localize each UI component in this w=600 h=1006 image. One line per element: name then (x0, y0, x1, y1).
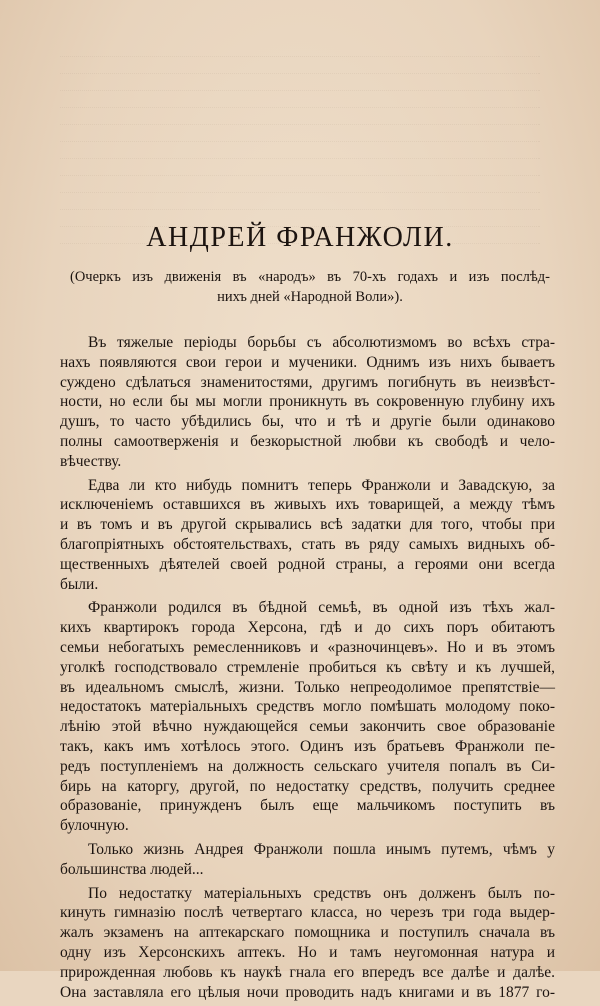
text-line: суждено сдѣлаться знаменитостями, другимъ погибнуть въ неизвѣст- (60, 373, 555, 391)
paragraph-1 (60, 333, 555, 472)
article-title: АНДРЕЙ ФРАНЖОЛИ. (146, 222, 454, 253)
text-line: душъ, то часто убѣдились бы, что и тѣ и другіе были одинаково (60, 413, 555, 431)
text-line: Она заставляла его цѣлыя ночи проводить надъ книгами и въ 1877 го- (60, 983, 555, 1001)
text-line: кинуть гимназію послѣ четвертаго класса, но черезъ три года выдер- (60, 904, 555, 922)
text-line: благопріятныхъ обстоятельствахъ, стать въ ряду самыхъ видныхъ об- (60, 535, 555, 553)
text-line: Въ тяжелые періоды борьбы съ абсолютизмомъ во всѣхъ стра- (88, 334, 555, 351)
article-body (60, 333, 555, 1006)
text-line: По недостатку матеріальныхъ средствъ онъ долженъ былъ по- (88, 884, 555, 902)
text-line: вѣчеству. (60, 452, 122, 470)
text-line: лѣнію этой вѣчно нуждающейся семьи закончить свое образованіе (60, 718, 555, 736)
text-line: нахъ появляются свои герои и мученики. Однимъ изъ нихъ бываетъ (60, 353, 555, 371)
text-line: образованіе, принужденъ былъ еще мальчикомъ поступить въ (60, 797, 555, 815)
paragraph-4 (60, 840, 555, 880)
text-line: редъ поступленіемъ на должность сельскаго учителя попалъ въ Си- (60, 757, 555, 775)
text-line: прирожденная любовь къ наукѣ гнала его впередъ все далѣе и далѣе. (60, 963, 555, 981)
paragraph-5 (60, 884, 555, 1003)
text-line: семьи небогатыхъ ремесленниковъ и «разночинцевъ». Но и въ этомъ (60, 638, 555, 656)
paragraph-3 (60, 598, 555, 836)
text-line: кихъ квартирокъ города Херсона, гдѣ и до сихъ поръ обитаютъ (60, 619, 555, 637)
text-line: Франжоли родился въ бѣдной семьѣ, въ одной изъ тѣхъ жал- (88, 599, 555, 617)
text-line: въ идеальномъ смыслѣ, жизни. Только непреодолимое препятствіе— (60, 678, 555, 696)
text-line: одну изъ Херсонскихъ аптекъ. Но и тамъ неугомонная натура и (60, 943, 555, 961)
text-line: были. (60, 575, 99, 593)
text-line: большинства людей... (60, 860, 204, 878)
subtitle-line-2: нихъ дней «Народной Воли»). (217, 289, 403, 305)
text-line: Только жизнь Андрея Франжоли пошла инымъ путемъ, чѣмъ у (88, 840, 555, 858)
text-line: недостатокъ матеріальныхъ средствъ могло помѣшать молодому поко- (60, 698, 555, 716)
text-line: исключеніемъ оставшихся въ живыхъ ихъ товарищей, а между тѣмъ (60, 496, 555, 514)
text-line: булочную. (60, 817, 129, 835)
bleed-through-texture (60, 40, 540, 244)
paragraph-2 (60, 476, 555, 595)
text-line: уголкѣ господствовало стремленіе пробиться къ свѣту и къ лучшей, (60, 658, 555, 676)
text-line: щественныхъ дѣятелей своей родной страны, а героями они всегда (60, 555, 555, 573)
text-line: полны самоотверженія и безкорыстной любви къ свободѣ и чело- (60, 432, 555, 450)
article-subtitle (70, 267, 550, 307)
subtitle-line-1: (Очеркъ изъ движенія въ «народъ» въ 70-хъ годахъ и изъ послѣд- (70, 269, 550, 285)
text-line: и въ томъ и въ другой скрывались всѣ задатки для того, чтобы при (60, 516, 555, 534)
text-line: такъ, какъ имъ хотѣлось этого. Одинъ изъ братьевъ Франжоли пе- (60, 737, 555, 755)
text-line: жалъ экзаменъ на аптекарскаго помощника и поступилъ сначала въ (60, 924, 555, 942)
text-line: Едва ли кто нибудь помнитъ теперь Франжоли и Завадскую, за (88, 476, 555, 494)
text-line: бирь на каторгу, другой, по недостатку средствъ, получить среднее (60, 777, 555, 795)
text-line: ности, но если бы мы могли проникнуть въ сокровенную глубину ихъ (60, 393, 555, 411)
